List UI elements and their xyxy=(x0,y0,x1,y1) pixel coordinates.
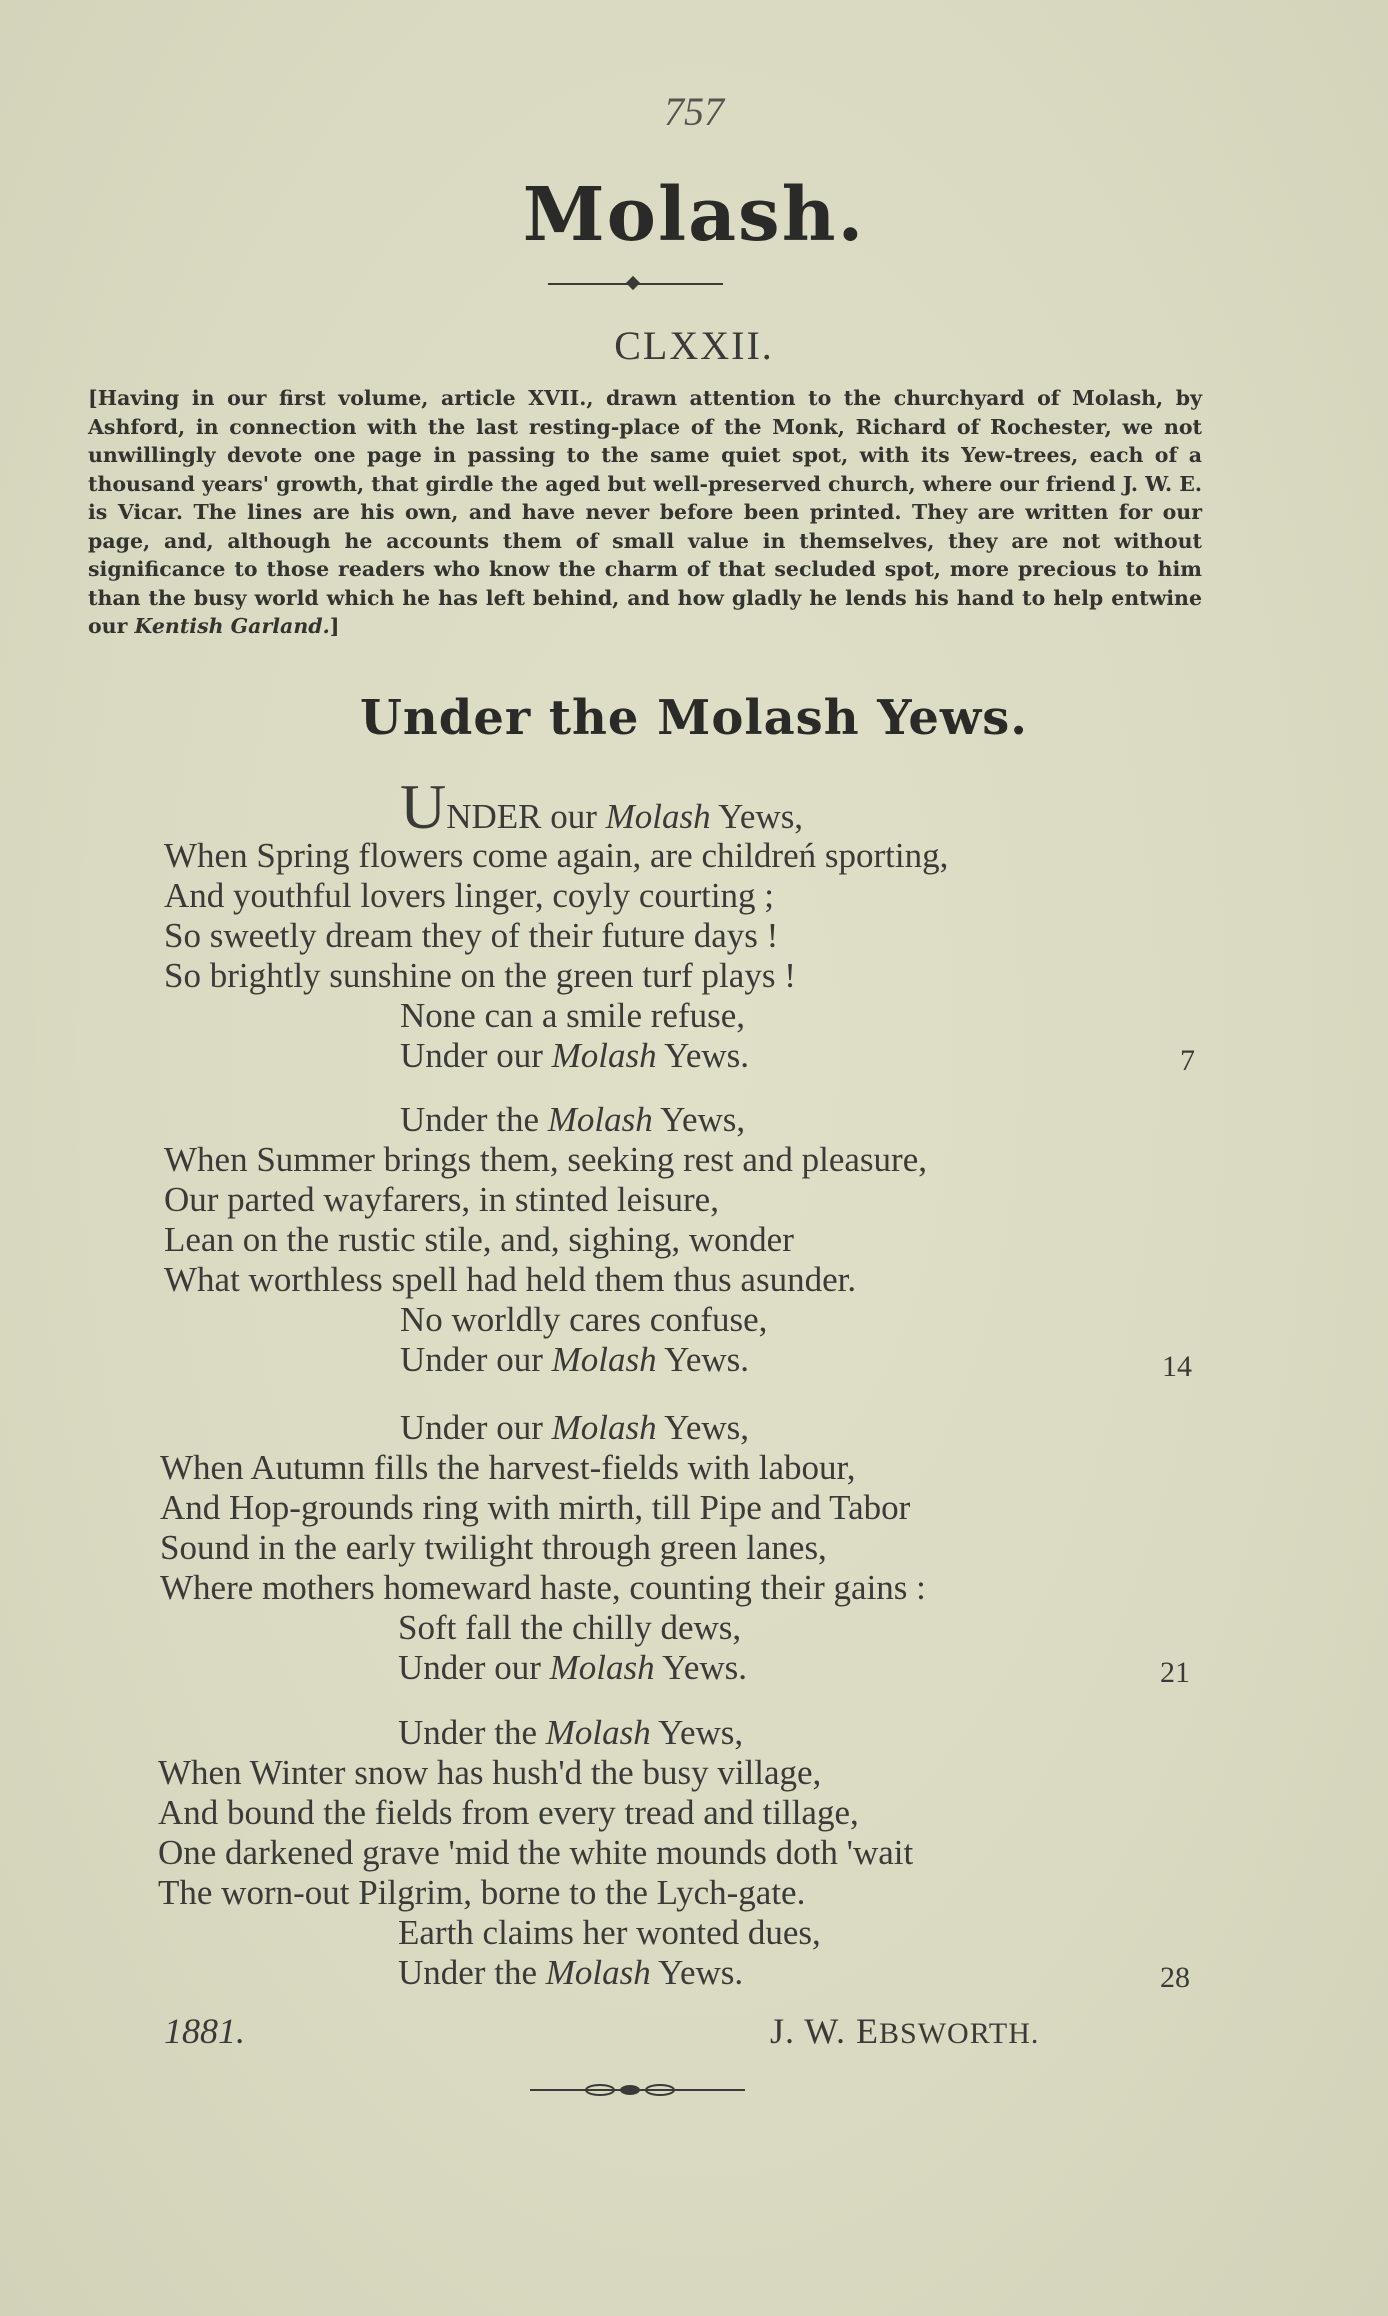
poem-line: UNDER our Molash Yews, xyxy=(400,771,804,842)
poem-line: Lean on the rustic stile, and, sighing, wonder xyxy=(164,1220,794,1259)
poem-line: Under our Molash Yews, xyxy=(400,1408,750,1447)
page-title: Molash. xyxy=(522,172,866,258)
intro-italic-title: Kentish Garland. xyxy=(134,614,330,638)
drop-cap: U xyxy=(400,771,447,842)
poem-title: Under the Molash Yews. xyxy=(360,690,1028,746)
line-number: 28 xyxy=(1160,1961,1190,1994)
closing-ornament xyxy=(530,2082,745,2098)
poem-line: And bound the fields from every tread and tillage, xyxy=(158,1793,859,1832)
poem-line: One darkened grave 'mid the white mounds doth 'wait xyxy=(158,1833,914,1872)
rule-diamond-ornament xyxy=(626,276,640,290)
poem-line: Our parted wayfarers, in stinted leisure, xyxy=(164,1180,719,1219)
poem-line: And youthful lovers linger, coyly courting ; xyxy=(164,876,775,915)
poem-line: Earth claims her wonted dues, xyxy=(398,1913,821,1952)
poem-line: Soft fall the chilly dews, xyxy=(398,1608,742,1647)
author-signature: J. W. EBSWORTH. xyxy=(770,2011,1040,2051)
poem-line: And Hop-grounds ring with mirth, till Pipe and Tabor xyxy=(160,1488,911,1527)
poem-line: When Summer brings them, seeking rest and pleasure, xyxy=(164,1140,927,1179)
title-rule xyxy=(548,283,723,285)
poem-line: None can a smile refuse, xyxy=(400,996,745,1035)
intro-text: [Having in our first volume, article XVII., drawn attention to the churchyard of Molash, by Ashford, in connection with the last resting-place of the Monk, Richard of Rochester, we not unwillingly devote one page in passing to the same quiet spot, with its Yew-trees, each of a thousand years' growth, that girdle the aged but well-preserved church, where our friend J. W. E. is Vicar. The lines are his own, and have never before been printed. They are written for our page, and, although he accounts them of small value in themselves, they are not without significance to those readers who know the charm of that secluded spot, more precious to him than the busy world which he has left behind, and how gladly he lends his hand to help entwine our xyxy=(88,386,1202,638)
intro-close-bracket: ] xyxy=(329,614,340,638)
poem-line: Where mothers homeward haste, counting their gains : xyxy=(160,1568,926,1607)
line-number: 7 xyxy=(1180,1044,1195,1077)
article-number: CLXXII. xyxy=(614,323,774,368)
poem-line: The worn-out Pilgrim, borne to the Lych-gate. xyxy=(158,1873,806,1912)
line-number: 21 xyxy=(1160,1656,1190,1689)
poem-line: No worldly cares confuse, xyxy=(400,1300,768,1339)
intro-paragraph xyxy=(88,384,1202,641)
poem-line: Under the Molash Yews, xyxy=(400,1100,746,1139)
poem-line: Under the Molash Yews, xyxy=(398,1713,744,1752)
poem-line: When Winter snow has hush'd the busy village, xyxy=(158,1753,822,1792)
poem-line: Under our Molash Yews. xyxy=(400,1340,750,1379)
page-number: 757 xyxy=(664,89,724,134)
poem-line: Under our Molash Yews. xyxy=(400,1036,750,1075)
poem-line: So brightly sunshine on the green turf plays ! xyxy=(164,956,796,995)
poem-date: 1881. xyxy=(164,2011,245,2051)
poem-line: What worthless spell had held them thus asunder. xyxy=(164,1260,857,1299)
line-number: 14 xyxy=(1162,1350,1192,1383)
poem-line: Under the Molash Yews. xyxy=(398,1953,744,1992)
poem-line: Sound in the early twilight through green lanes, xyxy=(160,1528,827,1567)
poem-line: So sweetly dream they of their future days ! xyxy=(164,916,779,955)
poem-line: When Autumn fills the harvest-fields with labour, xyxy=(160,1448,856,1487)
poem-line: Under our Molash Yews. xyxy=(398,1648,748,1687)
poem-line: When Spring flowers come again, are childreń sporting, xyxy=(164,836,949,875)
